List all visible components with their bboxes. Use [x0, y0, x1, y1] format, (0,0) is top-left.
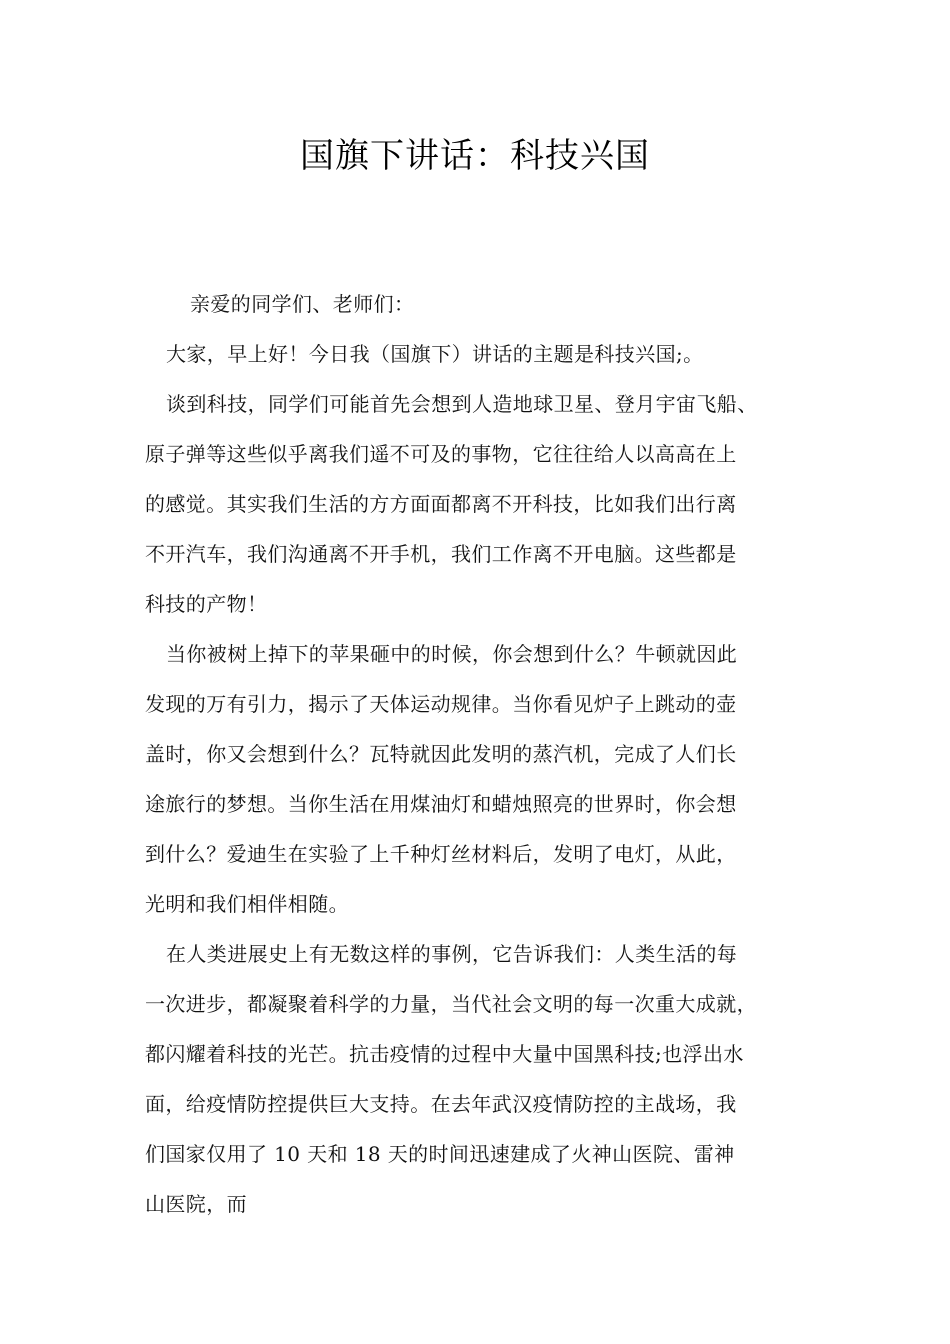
- paragraph-line: 不开汽车，我们沟通离不开手机，我们工作离不开电脑。这些都是: [145, 542, 737, 566]
- paragraph-line: 山医院，而: [145, 1192, 247, 1216]
- paragraph-line: 都闪耀着科技的光芒。抗击疫情的过程中大量中国黑科技;也浮出水: [145, 1042, 744, 1066]
- paragraph-line: 发现的万有引力，揭示了天体运动规律。当你看见炉子上跳动的壶: [145, 692, 737, 716]
- paragraph-line: 的感觉。其实我们生活的方方面面都离不开科技，比如我们出行离: [145, 492, 737, 516]
- paragraph-line: 大家，早上好！今日我（国旗下）讲话的主题是科技兴国;。: [166, 342, 704, 366]
- paragraph-line: 到什么？爱迪生在实验了上千种灯丝材料后，发明了电灯，从此，: [145, 842, 737, 866]
- paragraph-line: 面，给疫情防控提供巨大支持。在去年武汉疫情防控的主战场，我: [145, 1092, 737, 1116]
- document-title: 国旗下讲话：科技兴国: [300, 136, 650, 176]
- paragraph-line: 科技的产物！: [145, 592, 268, 616]
- paragraph-line: 盖时，你又会想到什么？瓦特就因此发明的蒸汽机，完成了人们长: [145, 742, 737, 766]
- paragraph-line: 光明和我们相伴相随。: [145, 892, 349, 916]
- paragraph-line: 一次进步，都凝聚着科学的力量，当代社会文明的每一次重大成就，: [145, 992, 757, 1016]
- paragraph-line: 在人类进展史上有无数这样的事例，它告诉我们：人类生活的每: [166, 942, 738, 966]
- paragraph-line: 原子弹等这些似乎离我们遥不可及的事物，它往往给人以高高在上: [145, 442, 737, 466]
- salutation-text: 亲爱的同学们、老师们：: [190, 292, 415, 316]
- paragraph-line: 谈到科技，同学们可能首先会想到人造地球卫星、登月宇宙飞船、: [166, 392, 758, 416]
- paragraph-line: 们国家仅用了 10 天和 18 天的时间迅速建成了火神山医院、雷神: [145, 1142, 735, 1166]
- paragraph-line: 途旅行的梦想。当你生活在用煤油灯和蜡烛照亮的世界时，你会想: [145, 792, 737, 816]
- paragraph-line: 当你被树上掉下的苹果砸中的时候，你会想到什么？牛顿就因此: [166, 642, 738, 666]
